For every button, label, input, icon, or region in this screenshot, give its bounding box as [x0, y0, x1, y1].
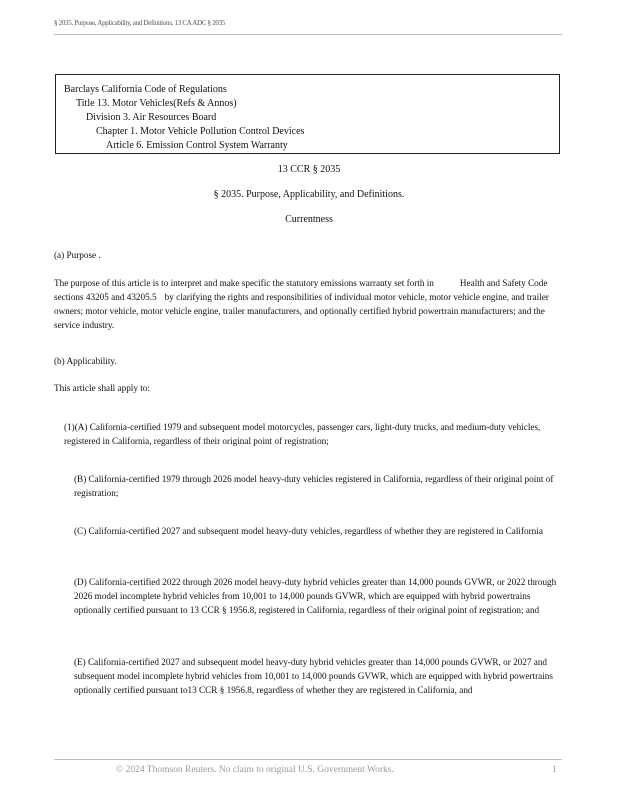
citation-article[interactable]: Article 6. Emission Control System Warranty [106, 140, 288, 151]
header-divider [54, 34, 562, 35]
footer-copyright: © 2024 Thomson Reuters. No claim to original U.S. Government Works. [116, 765, 394, 775]
citation-division[interactable]: Division 3. Air Resources Board [86, 112, 217, 123]
applicability-intro: This article shall apply to: [54, 383, 150, 393]
purpose-text-end: by clarifying the rights and responsibilities of individual motor vehicle, motor vehicle engine, and trailer owners; motor vehicle, motor vehicle engine, trailer manufacturers, and optionally certified hybrid powertrain manufacturers; and the service industry. [54, 292, 549, 330]
purpose-paragraph [54, 276, 567, 332]
purpose-text-start: The purpose of this article is to interpret and make specific the statutory emissions warranty set forth in [54, 278, 434, 288]
item-e: (E) California-certified 2027 and subsequent model heavy-duty hybrid vehicles greater than 14,000 pounds GVWR, or 2027 and subsequent model incomplete hybrid vehicles from 10,001 to 14,000 pounds GVWR, which are equipped with hybrid powertrains optionally certified pursuant to13 CCR § 1956.8, regardless of whether they are registered in California, and [74, 657, 553, 695]
statute-link[interactable]: Health and Safety Code sections 43205 and 43205.5 [54, 278, 548, 302]
citation-source: Barclays California Code of Regulations [64, 84, 227, 95]
section-title: § 2035. Purpose, Applicability, and Definitions. [213, 189, 405, 200]
item-b: (B) California-certified 1979 through 2026 model heavy-duty vehicles registered in California, regardless of their original point of registration; [74, 474, 554, 498]
citation-chapter[interactable]: Chapter 1. Motor Vehicle Pollution Control Devices [96, 126, 305, 137]
applicability-heading: (b) Applicability. [54, 356, 117, 366]
footer-divider [54, 759, 562, 760]
purpose-heading: (a) Purpose . [54, 250, 101, 260]
item-c: (C) California-certified 2027 and subsequent model heavy-duty vehicles, regardless of whether they are registered in California [74, 526, 543, 536]
section-cite: 13 CCR § 2035 [277, 164, 341, 175]
item-d: (D) California-certified 2022 through 2026 model heavy-duty hybrid vehicles greater than 14,000 pounds GVWR, or 2022 through 2026 model incomplete hybrid vehicles from 10,001 to 14,000 pounds GVWR, which are equipped with hybrid powertrains optionally certified pursuant to 13 CCR § 1956.8, registered in California, regardless of their original point of registration; and [74, 577, 557, 615]
currentness-link[interactable]: Currentness [285, 214, 333, 225]
citation-box [55, 74, 560, 154]
page-number: 1 [552, 765, 557, 775]
citation-title[interactable]: Title 13. Motor Vehicles(Refs & Annos) [76, 98, 237, 109]
item-1a: (1)(A) California-certified 1979 and subsequent model motorcycles, passenger cars, light-duty trucks, and medium-duty vehicles, registered in California, regardless of their original point of registration; [64, 422, 541, 446]
running-header: § 2035. Purpose, Applicability, and Definitions, 13 CA ADC § 2035 [54, 19, 225, 27]
